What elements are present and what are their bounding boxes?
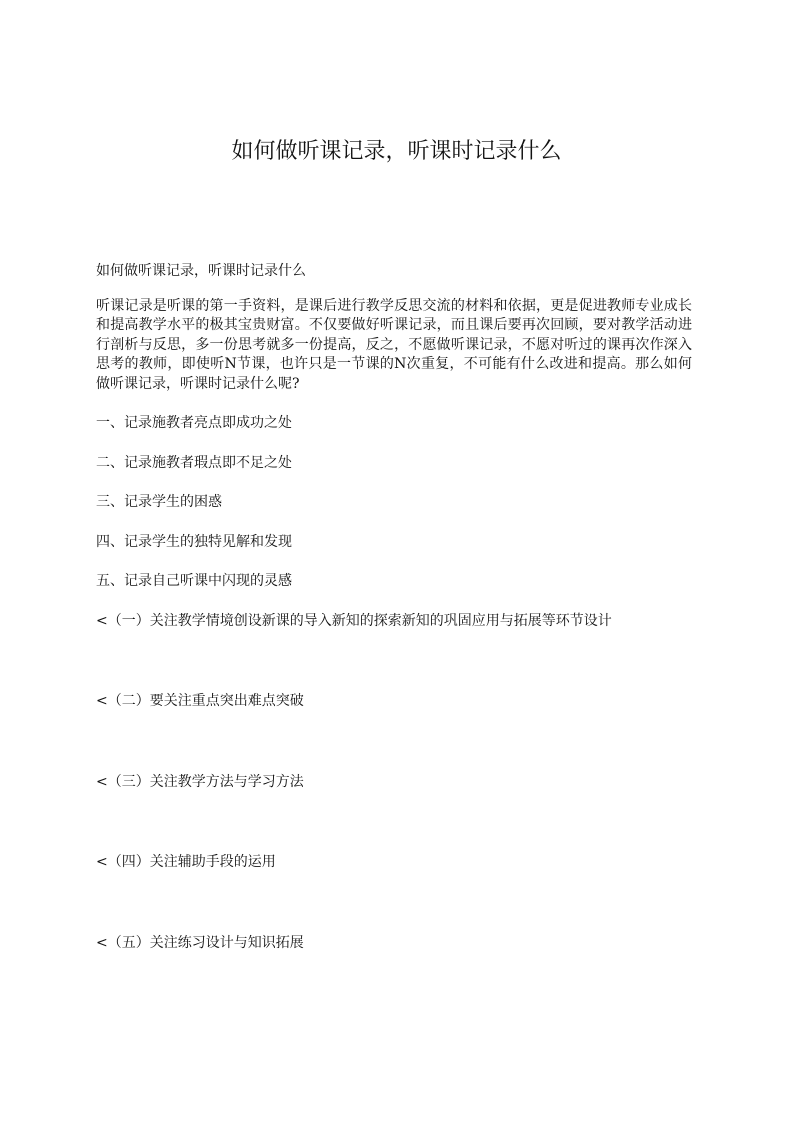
record-point-2: 二、记录施教者瑕点即不足之处 [96,454,292,471]
document-title: 如何做听课记录，听课时记录什么 [231,139,562,164]
intro-paragraph: 听课记录是听课的第一手资料，是课后进行教学反思交流的材料和依据，更是促进教师专业成长和提高教学水平的极其宝贵财富。不仅要做好听课记录，而且课后要再次回顾，要对教学活动进行剖析与反思，多一份思考就多一份提高，反之，不愿做听课记录，不愿对听过的课再次作深入思考的教师，即使听N节课，也许只是一节课的N次重复，不可能有什么改进和提高。那么如何做听课记录，听课时记录什么呢? [96,297,692,392]
focus-aspect-1: <（一）关注教学情境创设新课的导入新知的探索新知的巩固应用与拓展等环节设计 [96,612,612,629]
focus-aspects-list [96,612,692,954]
record-point-1: 一、记录施教者亮点即成功之处 [96,415,292,431]
record-point-5: 五、记录自己听课中闪现的灵感 [96,573,292,589]
record-point-3: 三、记录学生的困惑 [96,494,222,510]
focus-aspect-3: <（三）关注教学方法与学习方法 [96,773,304,790]
focus-aspect-4: <（四）关注辅助手段的运用 [96,854,276,870]
focus-aspect-5: <（五）关注练习设计与知识拓展 [96,934,304,951]
focus-aspect-2: <（二）要关注重点突出难点突破 [96,693,304,709]
record-points-list [96,414,692,592]
document-subtitle: 如何做听课记录，听课时记录什么 [96,263,306,279]
record-point-4: 四、记录学生的独特见解和发现 [96,533,292,550]
document-body [96,262,692,1014]
